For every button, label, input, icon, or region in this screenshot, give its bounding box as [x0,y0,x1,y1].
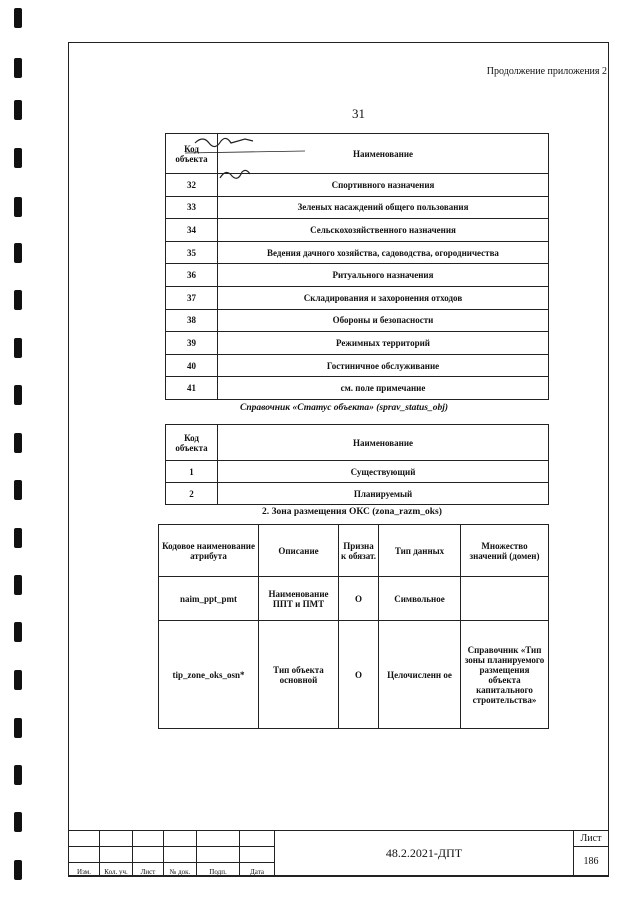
row-name: Сельскохозяйственного назначения [218,219,549,242]
row-name: Режимных территорий [218,332,549,355]
row-code: 40 [166,354,218,377]
col-name-header: Наименование [218,134,549,174]
row-code: 36 [166,264,218,287]
row-name: Гостиничное обслуживание [218,354,549,377]
row-code: 39 [166,332,218,355]
table-row [166,286,549,309]
doc-code: 48.2.2021-ДПТ [275,831,574,877]
row-name: Спортивного назначения [218,174,549,197]
attr-cell: Наименование ППТ и ПМТ [259,577,339,621]
row-code: 37 [166,286,218,309]
table-row [166,354,549,377]
row-name: Планируемый [218,483,549,505]
attr-cell: О [339,621,379,729]
table-row [159,621,549,729]
title-block-label: Кол. уч. [100,863,133,877]
col-code-header: Код объекта [166,134,218,174]
table-row [159,577,549,621]
sheet-number: 186 [574,847,609,877]
object-status-table [165,424,549,505]
continuation-note: Продолжение приложения 2 [486,66,607,77]
sheet-label: Лист [574,831,609,847]
table-row [166,264,549,287]
table-row [166,196,549,219]
row-name: Обороны и безопасности [218,309,549,332]
title-block-label: № док. [164,863,197,877]
table-row [166,309,549,332]
attr-cell: Целочисленн ое [379,621,461,729]
row-name: Складирования и захоронения отходов [218,286,549,309]
row-code: 1 [166,461,218,483]
row-name: Ведения дачного хозяйства, садоводства, огородничества [218,241,549,264]
page-number: 31 [352,106,365,121]
table-row [166,461,549,483]
attr-cell: Символьное [379,577,461,621]
row-code: 34 [166,219,218,242]
attr-col-header: Тип данных [379,525,461,577]
attr-cell: О [339,577,379,621]
title-block-label: Подп. [197,863,240,877]
row-name: Ритуального назначения [218,264,549,287]
section-heading: 2. Зона размещения ОКС (zona_razm_oks) [262,507,442,517]
table-row [166,241,549,264]
col-code-header: Код объекта [166,425,218,461]
attr-col-header: Кодовое наименование атрибута [159,525,259,577]
row-code: 38 [166,309,218,332]
attr-col-header: Описание [259,525,339,577]
attr-cell: Тип объекта основной [259,621,339,729]
col-name-header: Наименование [218,425,549,461]
attr-cell: tip_zone_oks_osn* [159,621,259,729]
attr-cell [461,577,549,621]
table2-caption: Справочник «Статус объекта» (sprav_status_obj) [240,403,449,413]
attr-cell: Справочник «Тип зоны планируемого размещения объекта капитального строительства» [461,621,549,729]
row-name: Зеленых насаждений общего пользования [218,196,549,219]
title-block-label: Изм. [69,863,100,877]
table-row [166,377,549,400]
table-row [166,219,549,242]
attribute-table [158,524,549,729]
title-block [68,830,609,876]
row-code: 41 [166,377,218,400]
title-block-label: Лист [133,863,164,877]
table-row [166,332,549,355]
attr-col-header: Призна к обязат. [339,525,379,577]
row-code: 35 [166,241,218,264]
attr-cell: naim_ppt_pmt [159,577,259,621]
row-code: 32 [166,174,218,197]
attr-col-header: Множество значений (домен) [461,525,549,577]
handwritten-stamp [135,103,325,188]
row-code: 33 [166,196,218,219]
table-row [166,483,549,505]
row-code: 2 [166,483,218,505]
row-name: Существующий [218,461,549,483]
title-block-label: Дата [240,863,275,877]
row-name: см. поле примечание [218,377,549,400]
